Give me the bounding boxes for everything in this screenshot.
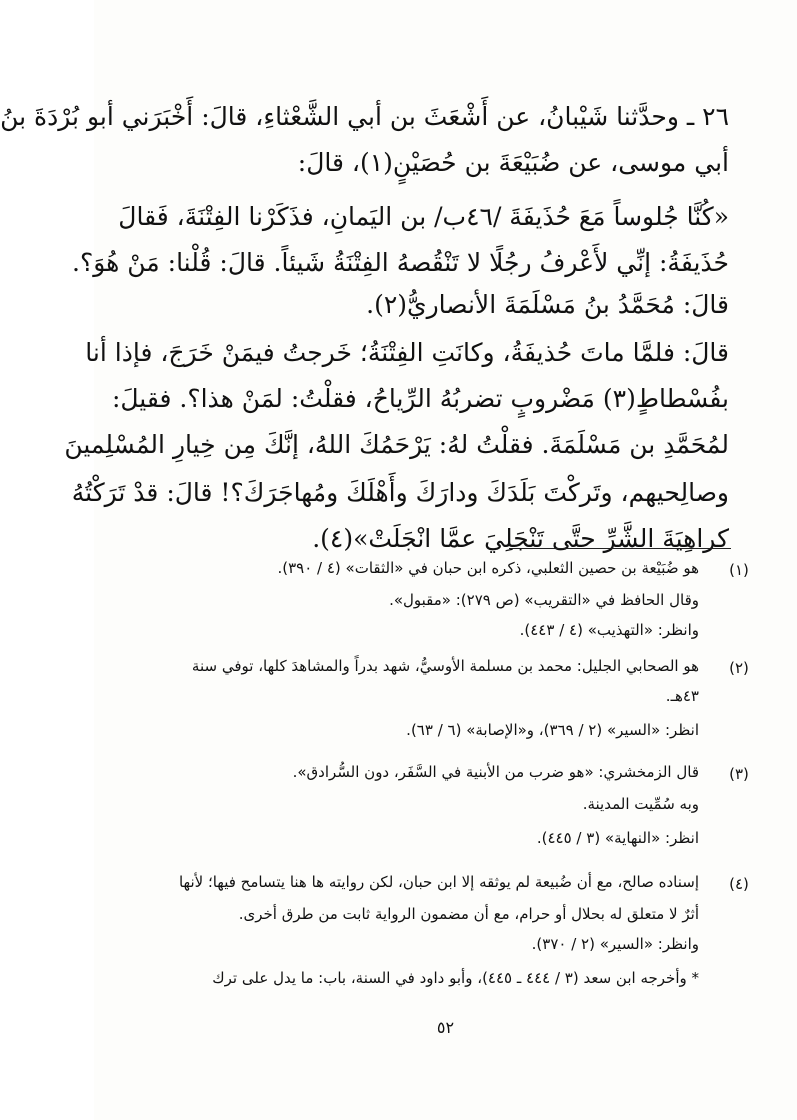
footnote-divider [509,548,731,549]
main-text-line: لمُحَمَّدِ بن مَسْلَمَةَ. فقلْتُ لهُ: يَرْحَمُكَ اللهُ، إنَّكَ مِن خِيارِ المُسْلِمينَ [64,430,729,459]
main-text-line: قالَ: فلمَّا ماتَ حُذيفَةُ، وكانَتِ الفِتْنَةُ؛ خَرجتُ فيمَنْ خَرَجَ، فإذا أنا [85,338,729,367]
footnote-number: (٢) [729,659,749,677]
footnote-line: هو ضُبَيْعة بن حصين الثعلبي، ذكره ابن حبان في «الثقات» (٤ / ٣٩٠). [277,559,699,577]
footnote-number: (٤) [729,875,749,893]
page-number: ٥٢ [436,1018,455,1037]
footnote-line: انظر: «السير» (٢ / ٣٦٩)، و«الإصابة» (٦ / ٦٣). [406,721,699,739]
main-text-line: ٢٦ ـ وحدَّثنا شَيْبانُ، عن أَشْعَثَ بن أبي الشَّعْثاءِ، قالَ: أَخْبَرَني أبو بُرْدَةَ بنُ [0,102,729,131]
footnote-line: هو الصحابي الجليل: محمد بن مسلمة الأوسيُّ، شهد بدراً والمشاهدَ كلها، توفي سنة [191,657,699,675]
footnote-line: ٤٣هـ. [665,687,699,705]
footnote-line: وانظر: «التهذيب» (٤ / ٤٤٣). [519,621,699,639]
main-text-line: حُذَيفَةُ: إنِّي لأَعْرفُ رجُلًا لا تَنْقُصهُ الفِتْنَةُ شَيئاً. قالَ: قُلْنا: مَنْ هُوَ؟. [72,248,729,277]
footnote-line: أثرٌ لا متعلق له بحلال أو حرام، مع أن مضمون الرواية ثابت من طرق أخرى. [238,905,699,923]
footnote-line: إسناده صالح، مع أن ضُبيعة لم يوثقه إلا ابن حبان، لكن روايته ها هنا يتسامح فيها؛ لأنها [178,873,699,891]
main-text-line: كراهِيَةَ الشَّرِّ حتَّى تَنْجَلِيَ عمَّا انْجَلَتْ»(٤). [312,524,729,553]
footnote-number: (١) [729,561,749,579]
footnote-line: * وأخرجه ابن سعد (٣ / ٤٤٤ ـ ٤٤٥)، وأبو داود في السنة، باب: ما يدل على ترك [212,969,699,987]
footnote-line: انظر: «النهاية» (٣ / ٤٤٥). [536,829,699,847]
main-text-line: قالَ: مُحَمَّدُ بنُ مَسْلَمَةَ الأنصاريُّ(٢). [366,290,729,319]
footnote-line: وانظر: «السير» (٢ / ٣٧٠). [531,935,699,953]
main-text-line: «كُنَّا جُلوساً مَعَ حُذَيفَةَ /٤٦ب/ بن اليَمانِ، فذَكَرْنا الفِتْنَةَ، فَقالَ [118,202,729,231]
footnote-line: قال الزمخشري: «هو ضرب من الأبنية في السَّفَر، دون السُّرادق». [292,763,699,781]
main-text-line: وصالِحيهم، وتَركْتَ بَلَدَكَ ودارَكَ وأَهْلَكَ ومُهاجَرَكَ؟! قالَ: قدْ تَرَكْتُهُ [71,478,729,507]
footnote-line: وقال الحافظ في «التقريب» (ص ٢٧٩): «مقبول». [389,591,699,609]
main-text-line: بفُسْطاطٍ(٣) مَضْروبٍ تضربُهُ الرِّياحُ، فقلْتُ: لمَنْ هذا؟. فقيلَ: [111,384,729,413]
footnote-line: وبه سُمِّيت المدينة. [582,795,699,813]
main-text-line: أبي موسى، عن ضُبَيْعَةَ بن حُصَيْنٍ(١)، قالَ: [297,148,729,177]
footnote-number: (٣) [729,765,749,783]
